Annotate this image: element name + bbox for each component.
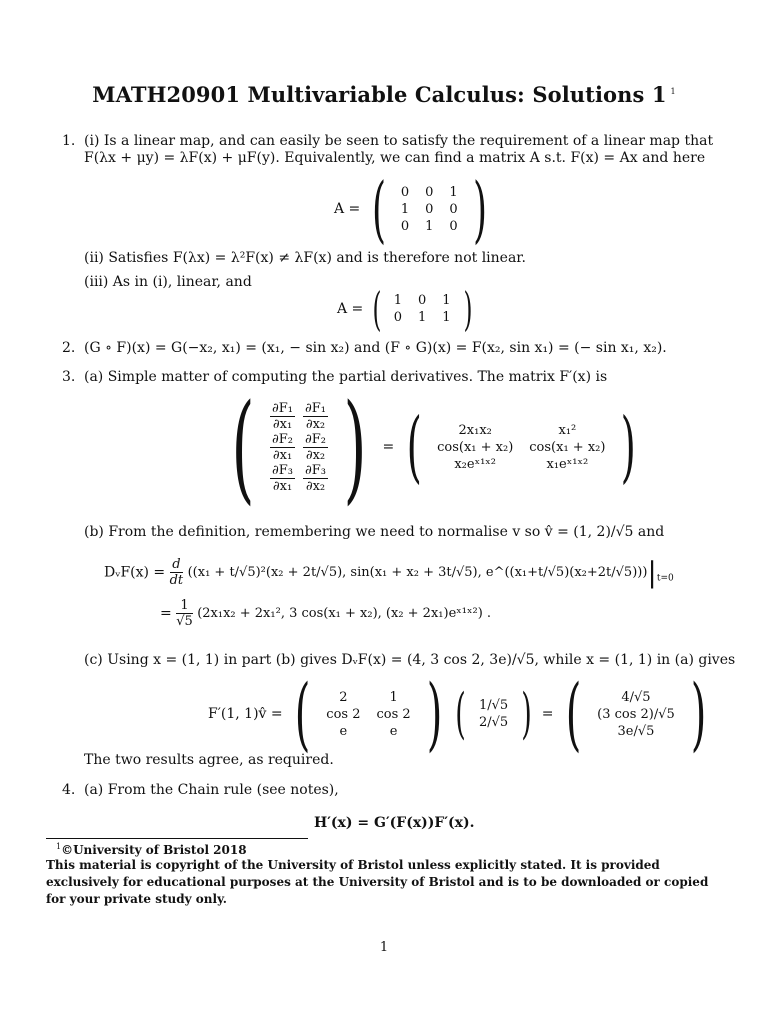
right-paren: ): [472, 167, 487, 251]
matrix-A1-cell: 0: [449, 201, 458, 217]
c-matrix-cell: e: [389, 723, 398, 739]
left-paren: (: [565, 667, 582, 760]
matrix-A1-body: [393, 184, 466, 235]
jacobian-partials: [266, 401, 332, 494]
jacobian-partial-cell: [266, 401, 299, 432]
partial-numerator: ∂F₃: [305, 462, 326, 478]
matrix-A3-body: [386, 292, 459, 326]
equals-sign: =: [382, 439, 395, 455]
matrix-A3-cell: 1: [393, 293, 402, 308]
c-vector-row: [471, 714, 516, 731]
dv-lhs: DᵥF(x) =: [104, 564, 166, 581]
c-vector-cell: 2/√5: [478, 715, 509, 730]
right-paren: ): [690, 667, 707, 760]
partial-fraction: [270, 463, 295, 494]
partial-fraction: [303, 463, 328, 494]
c-matrix-row: [318, 689, 418, 706]
partial-denominator: ∂x₂: [305, 416, 326, 432]
c-lhs: F′(1, 1)v̂ =: [208, 706, 283, 722]
footnote-copyright: ©University of Bristol 2018: [61, 843, 247, 857]
jacobian-value-cell: x₁eˣ¹ˣ²: [546, 456, 589, 472]
q3-agree: The two results agree, as required.: [84, 752, 334, 768]
c-result-cell: 3e/√5: [617, 723, 655, 739]
partial-fraction: [270, 432, 295, 463]
matrix-A3-lhs: A =: [337, 301, 364, 317]
c-matrix-row: [318, 706, 418, 723]
left-paren: (: [406, 402, 422, 492]
matrix-A1-cell: 1: [449, 184, 458, 200]
matrix-A3-cell: 0: [393, 310, 402, 325]
partial-fraction: [303, 432, 328, 463]
jacobian-partial-row: [266, 463, 332, 494]
q1-part-iii: (iii) As in (i), linear, and: [84, 274, 252, 290]
left-paren: (: [371, 167, 386, 251]
matrix-A3-cell: 1: [417, 310, 427, 325]
directional-derivative-line2: [160, 598, 491, 629]
c-result-cell: (3 cos 2)/√5: [597, 706, 675, 722]
right-paren: ): [521, 682, 532, 745]
left-paren: (: [455, 682, 466, 745]
c-result-row: [589, 689, 683, 706]
q3-part-b: (b) From the definition, remembering we need to normalise v so v̂ = (1, 2)/√5 and: [84, 524, 665, 540]
matrix-A1-cell: 1: [425, 218, 434, 234]
partial-fraction: [270, 401, 295, 432]
part-c-equation: [208, 667, 714, 760]
partial-denominator: ∂x₁: [272, 447, 293, 463]
footnote-rule: [46, 838, 308, 839]
jacobian-partial-cell: [299, 463, 332, 494]
partial-numerator: ∂F₁: [305, 400, 326, 416]
c-result-row: [589, 706, 683, 723]
partial-denominator: ∂x₁: [272, 478, 293, 494]
eval-bar: |: [647, 556, 657, 589]
page-number: 1: [379, 940, 389, 955]
jacobian-value-row: [429, 422, 613, 439]
partial-numerator: ∂F₂: [272, 431, 294, 447]
jacobian-value-cell: cos(x₁ + x₂): [529, 439, 606, 455]
c-matrix-cell: 2: [339, 689, 348, 705]
directional-derivative-line1: [104, 556, 674, 589]
jacobian-value-cell: x₂eˣ¹ˣ²: [454, 456, 497, 472]
q3-part-a: (a) Simple matter of computing the partial derivatives. The matrix F′(x) is: [84, 369, 608, 385]
c-result-cell: 4/√5: [621, 689, 651, 705]
q1-matrix-A3: [337, 282, 477, 336]
jacobian-partial-cell: [299, 401, 332, 432]
left-paren: (: [294, 667, 311, 760]
matrix-A3-row: [386, 292, 459, 309]
page-title: [0, 82, 768, 107]
matrix-A3-row: [386, 309, 459, 326]
jacobian-value-row: [429, 456, 613, 473]
matrix-A1-cell: 0: [400, 218, 410, 234]
q1-part-ii: (ii) Satisfies F(λx) = λ²F(x) ≠ λF(x) and is therefore not linear.: [84, 250, 526, 266]
jacobian-value-cell: 2x₁x₂: [458, 422, 492, 438]
partial-denominator: ∂x₁: [272, 416, 293, 432]
q4-chain-rule: H′(x) = G′(F(x))F′(x).: [314, 815, 475, 831]
partial-numerator: ∂F₂: [305, 431, 326, 447]
matrix-A1-cell: 0: [425, 201, 434, 217]
partial-fraction: [303, 401, 328, 432]
c-matrix: [318, 689, 418, 740]
c-result-row: [589, 723, 683, 740]
q1-matrix-A1: [334, 167, 494, 251]
q2-number: 2.: [62, 340, 76, 356]
c-matrix-row: [318, 723, 418, 740]
jacobian-equation: [220, 378, 644, 516]
matrix-A1-row: [393, 218, 466, 235]
title-footnote-mark: 1: [670, 87, 676, 96]
matrix-A3-cell: 1: [442, 293, 451, 308]
q3-number: 3.: [62, 369, 76, 385]
matrix-A1-row: [393, 184, 466, 201]
c-matrix-cell: 1: [389, 689, 398, 705]
footnote-mark: 1: [56, 842, 62, 851]
equals-sign: =: [541, 706, 554, 722]
jacobian-value-cell: cos(x₁ + x₂): [437, 439, 514, 455]
q2-text: (G ∘ F)(x) = G(−x₂, x₁) = (x₁, − sin x₂) and (F ∘ G)(x) = F(x₂, sin x₁) = (− sin x₁, x₂).: [84, 340, 667, 356]
dv-rhs-1: ((x₁ + t/√5)²(x₂ + 2t/√5), sin(x₁ + x₂ + 3t/√5), e^((x₁+t/√5)(x₂+2t/√5))): [187, 565, 648, 580]
c-vector: [471, 697, 516, 731]
q4-number: 4.: [62, 782, 76, 798]
equals-sign: =: [160, 605, 172, 622]
title-text: MATH20901 Multivariable Calculus: Solutions 1: [92, 82, 667, 107]
matrix-A1-cell: 0: [425, 184, 434, 200]
right-paren: ): [621, 402, 637, 492]
matrix-A1-cell: 0: [400, 184, 410, 200]
matrix-A3-cell: 1: [442, 310, 451, 325]
q4-part-a: (a) From the Chain rule (see notes),: [84, 782, 339, 798]
matrix-A1-cell: 0: [449, 218, 458, 234]
right-paren: ): [426, 667, 443, 760]
footnote-first-line: [56, 842, 247, 857]
c-vector-cell: 1/√5: [478, 698, 509, 713]
matrix-A1-lhs: A =: [334, 201, 361, 217]
left-paren: (: [231, 378, 255, 516]
jacobian-partial-cell: [266, 463, 299, 494]
matrix-A1-cell: 1: [400, 201, 410, 217]
right-paren: ): [463, 282, 473, 336]
d-dt-fraction: $\frac{d}{dt}$: [169, 557, 184, 588]
q3-part-c: (c) Using x = (1, 1) in part (b) gives DᵥF(x) = (4, 3 cos 2, 3e)/√5, while x = (1, 1) in (a) gives: [84, 652, 736, 668]
q1-line2: F(λx + μy) = λF(x) + μF(y). Equivalently, we can find a matrix A s.t. F(x) = Ax and here: [84, 150, 706, 166]
q1-number: 1.: [62, 133, 76, 149]
jacobian-partial-row: [266, 401, 332, 432]
q1-line1: (i) Is a linear map, and can easily be seen to satisfy the requirement of a linear map that: [84, 133, 714, 149]
c-vector-row: [471, 697, 516, 714]
partial-numerator: ∂F₃: [272, 462, 294, 478]
matrix-A1-row: [393, 201, 466, 218]
right-paren: ): [343, 378, 367, 516]
jacobian-partial-row: [266, 432, 332, 463]
c-matrix-cell: cos 2: [326, 706, 361, 722]
partial-denominator: ∂x₂: [305, 478, 326, 494]
footnote-body: This material is copyright of the University of Bristol unless explicitly stated. It is provided exclusively for educational purposes at the University of Bristol and is to be downloaded or copied for your private study only.: [46, 858, 709, 906]
jacobian-values: [429, 422, 613, 473]
c-result: [589, 689, 683, 740]
partial-denominator: ∂x₂: [305, 447, 326, 463]
one-over-sqrt5: $\frac{1}{√5}$: [176, 598, 193, 629]
jacobian-value-row: [429, 439, 613, 456]
partial-numerator: ∂F₁: [272, 400, 294, 416]
dv-eval: t=0: [656, 573, 674, 584]
c-matrix-cell: e: [339, 723, 348, 739]
dv-rhs-2: (2x₁x₂ + 2x₁², 3 cos(x₁ + x₂), (x₂ + 2x₁)eˣ¹ˣ²) .: [197, 606, 492, 621]
jacobian-partial-cell: [299, 432, 332, 463]
c-matrix-cell: cos 2: [376, 706, 411, 722]
jacobian-value-cell: x₁²: [558, 422, 577, 438]
left-paren: (: [372, 282, 382, 336]
matrix-A3-cell: 0: [417, 293, 427, 308]
jacobian-partial-cell: [266, 432, 299, 463]
